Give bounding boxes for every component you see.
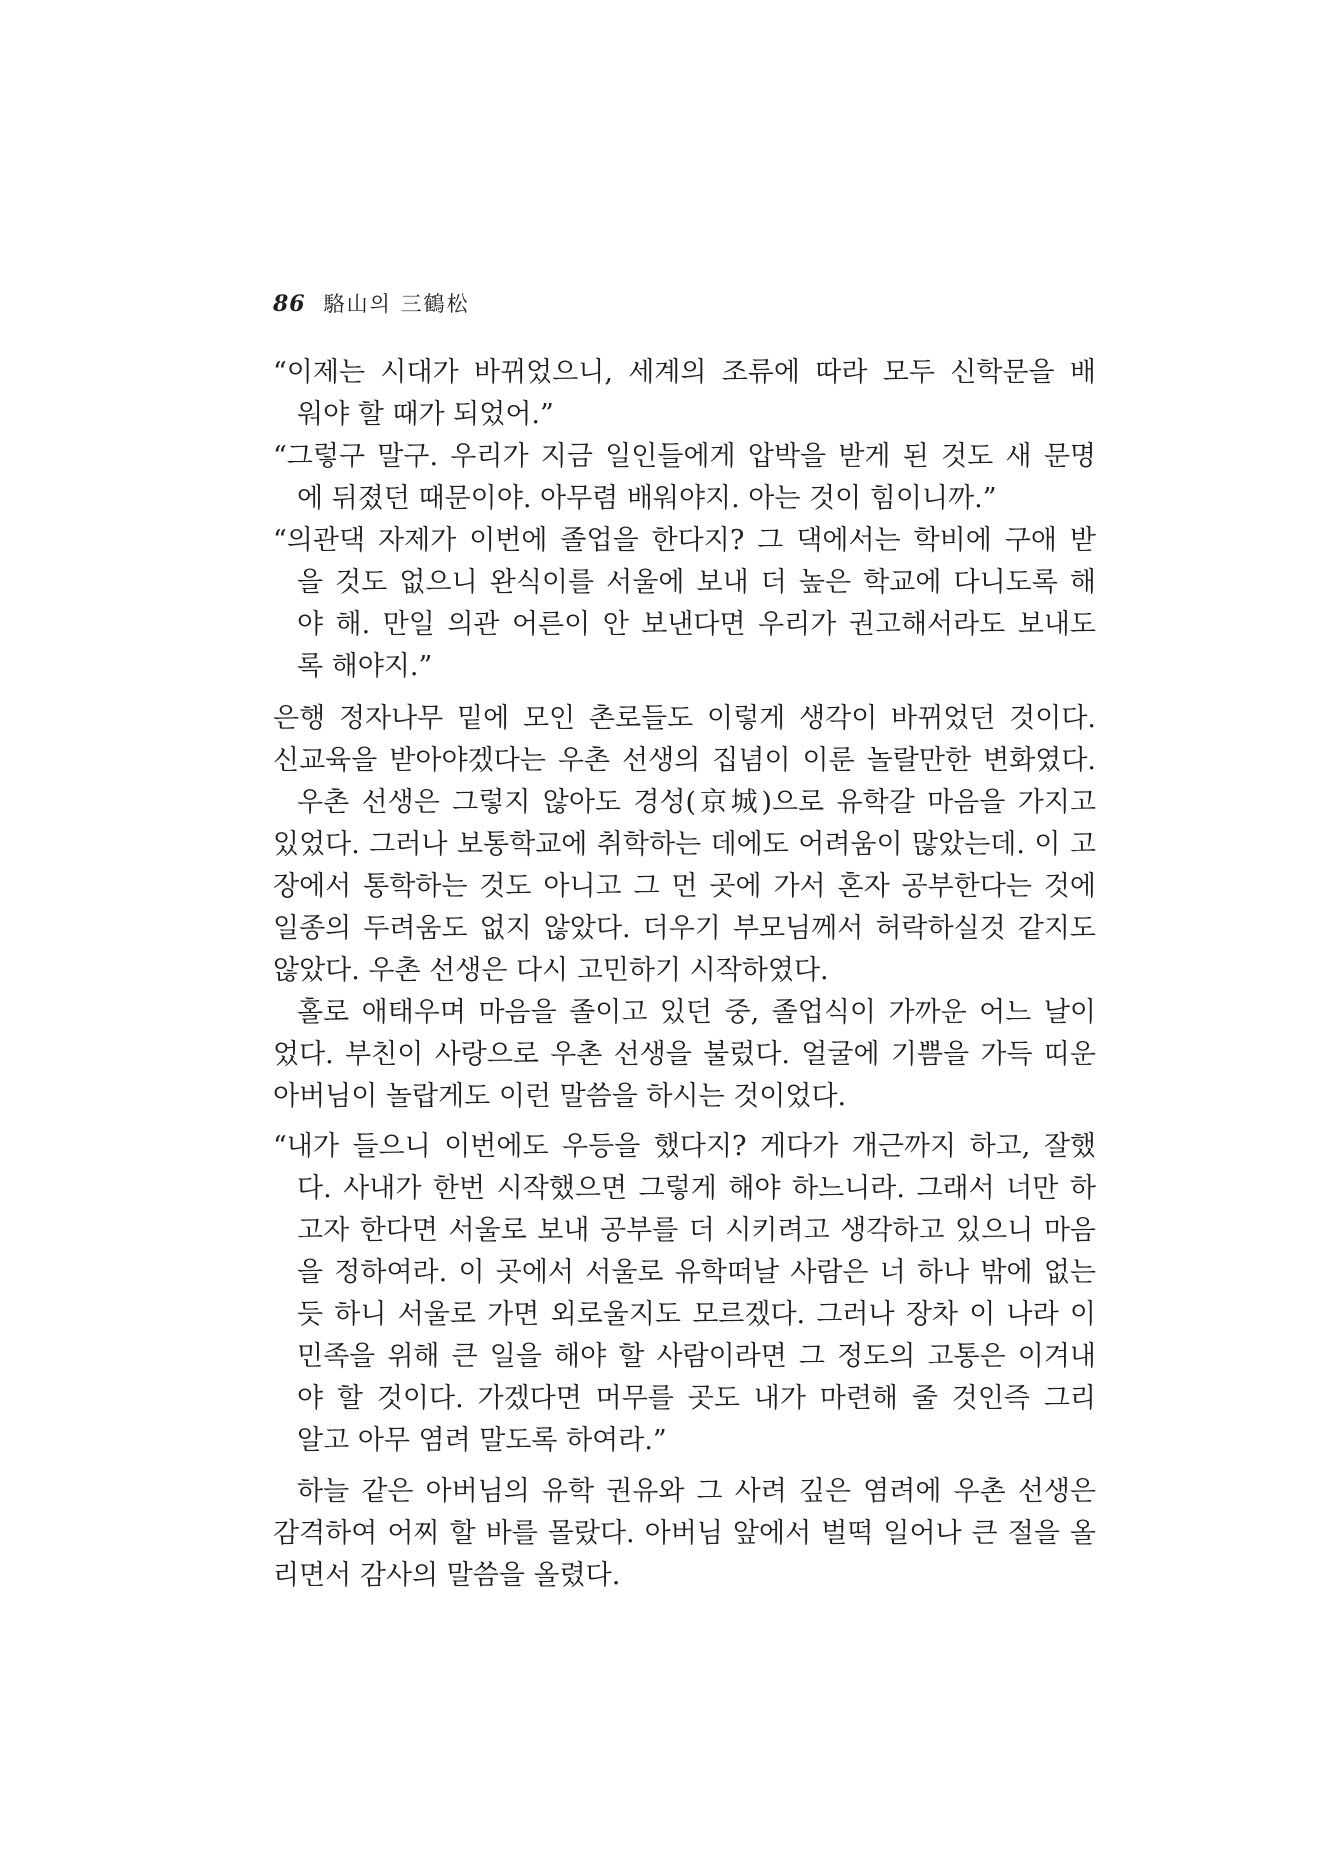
text-line: “내가 들으니 이번에도 우등을 했다지? 게다가 개근까지 하고, 잘했 <box>273 1131 1096 1162</box>
narrative-block-1 <box>273 698 1096 1118</box>
text-line: 알고 아무 염려 말도록 하여라.” <box>297 1425 667 1456</box>
page-number: 86 <box>273 291 306 317</box>
text-line: 리면서 감사의 말씀을 올렸다. <box>273 1560 621 1591</box>
narrative-block-2 <box>273 1471 1096 1597</box>
text-line: 워야 할 때가 되었어.” <box>297 399 554 430</box>
quote-block-2 <box>273 1126 1096 1462</box>
text-line: 우촌 선생은 그렇지 않아도 경성(京城)으로 유학갈 마음을 가지고 <box>297 787 1096 818</box>
text-line: 일종의 두려움도 없지 않았다. 더우기 부모님께서 허락하실것 같지도 <box>273 913 1096 944</box>
text-line: 에 뒤졌던 때문이야. 아무렴 배워야지. 아는 것이 힘이니까.” <box>297 483 997 514</box>
text-line: 신교육을 받아야겠다는 우촌 선생의 집념이 이룬 놀랄만한 변화였다. <box>273 745 1096 776</box>
text-line: 홀로 애태우며 마음을 졸이고 있던 중, 졸업식이 가까운 어느 날이 <box>297 997 1096 1028</box>
text-line: “이제는 시대가 바뀌었으니, 세계의 조류에 따라 모두 신학문을 배 <box>273 357 1096 388</box>
text-line: 다. 사내가 한번 시작했으면 그렇게 해야 하느니라. 그래서 너만 하 <box>297 1173 1096 1204</box>
text-line: 록 해야지.” <box>297 651 433 682</box>
text-line: 고자 한다면 서울로 보내 공부를 더 시키려고 생각하고 있으니 마음 <box>297 1215 1096 1246</box>
text-line: 야 해. 만일 의관 어른이 안 보낸다면 우리가 권고해서라도 보내도 <box>297 609 1096 640</box>
text-line: 듯 하니 서울로 가면 외로울지도 모르겠다. 그러나 장차 이 나라 이 <box>297 1299 1096 1330</box>
text-line: “의관댁 자제가 이번에 졸업을 한다지? 그 댁에서는 학비에 구애 받 <box>273 525 1096 556</box>
text-line: 감격하여 어찌 할 바를 몰랐다. 아버님 앞에서 벌떡 일어나 큰 절을 올 <box>273 1518 1096 1549</box>
text-line: 아버님이 놀랍게도 이런 말씀을 하시는 것이었다. <box>273 1081 847 1112</box>
text-line: 은행 정자나무 밑에 모인 촌로들도 이렇게 생각이 바뀌었던 것이다. <box>273 703 1096 734</box>
text-line: 장에서 통학하는 것도 아니고 그 먼 곳에 가서 혼자 공부한다는 것에 <box>273 871 1096 902</box>
text-line: 었다. 부친이 사랑으로 우촌 선생을 불렀다. 얼굴에 기쁨을 가득 띠운 <box>273 1039 1096 1070</box>
text-line: 야 할 것이다. 가겠다면 머무를 곳도 내가 마련해 줄 것인즉 그리 <box>297 1383 1096 1414</box>
text-line: 있었다. 그러나 보통학교에 취학하는 데에도 어려움이 많았는데. 이 고 <box>273 829 1096 860</box>
text-line: 않았다. 우촌 선생은 다시 고민하기 시작하였다. <box>273 955 829 986</box>
running-title: 駱山의 三鶴松 <box>323 292 470 316</box>
text-line: 하늘 같은 아버님의 유학 권유와 그 사려 깊은 염려에 우촌 선생은 <box>297 1476 1096 1507</box>
quote-block-1 <box>273 352 1096 688</box>
text-line: 을 정하여라. 이 곳에서 서울로 유학떠날 사람은 너 하나 밖에 없는 <box>297 1257 1096 1288</box>
page-header <box>273 288 470 322</box>
text-line: 민족을 위해 큰 일을 해야 할 사람이라면 그 정도의 고통은 이겨내 <box>297 1341 1096 1372</box>
text-line: “그렇구 말구. 우리가 지금 일인들에게 압박을 받게 된 것도 새 문명 <box>273 441 1096 472</box>
text-line: 을 것도 없으니 완식이를 서울에 보내 더 높은 학교에 다니도록 해 <box>297 567 1096 598</box>
